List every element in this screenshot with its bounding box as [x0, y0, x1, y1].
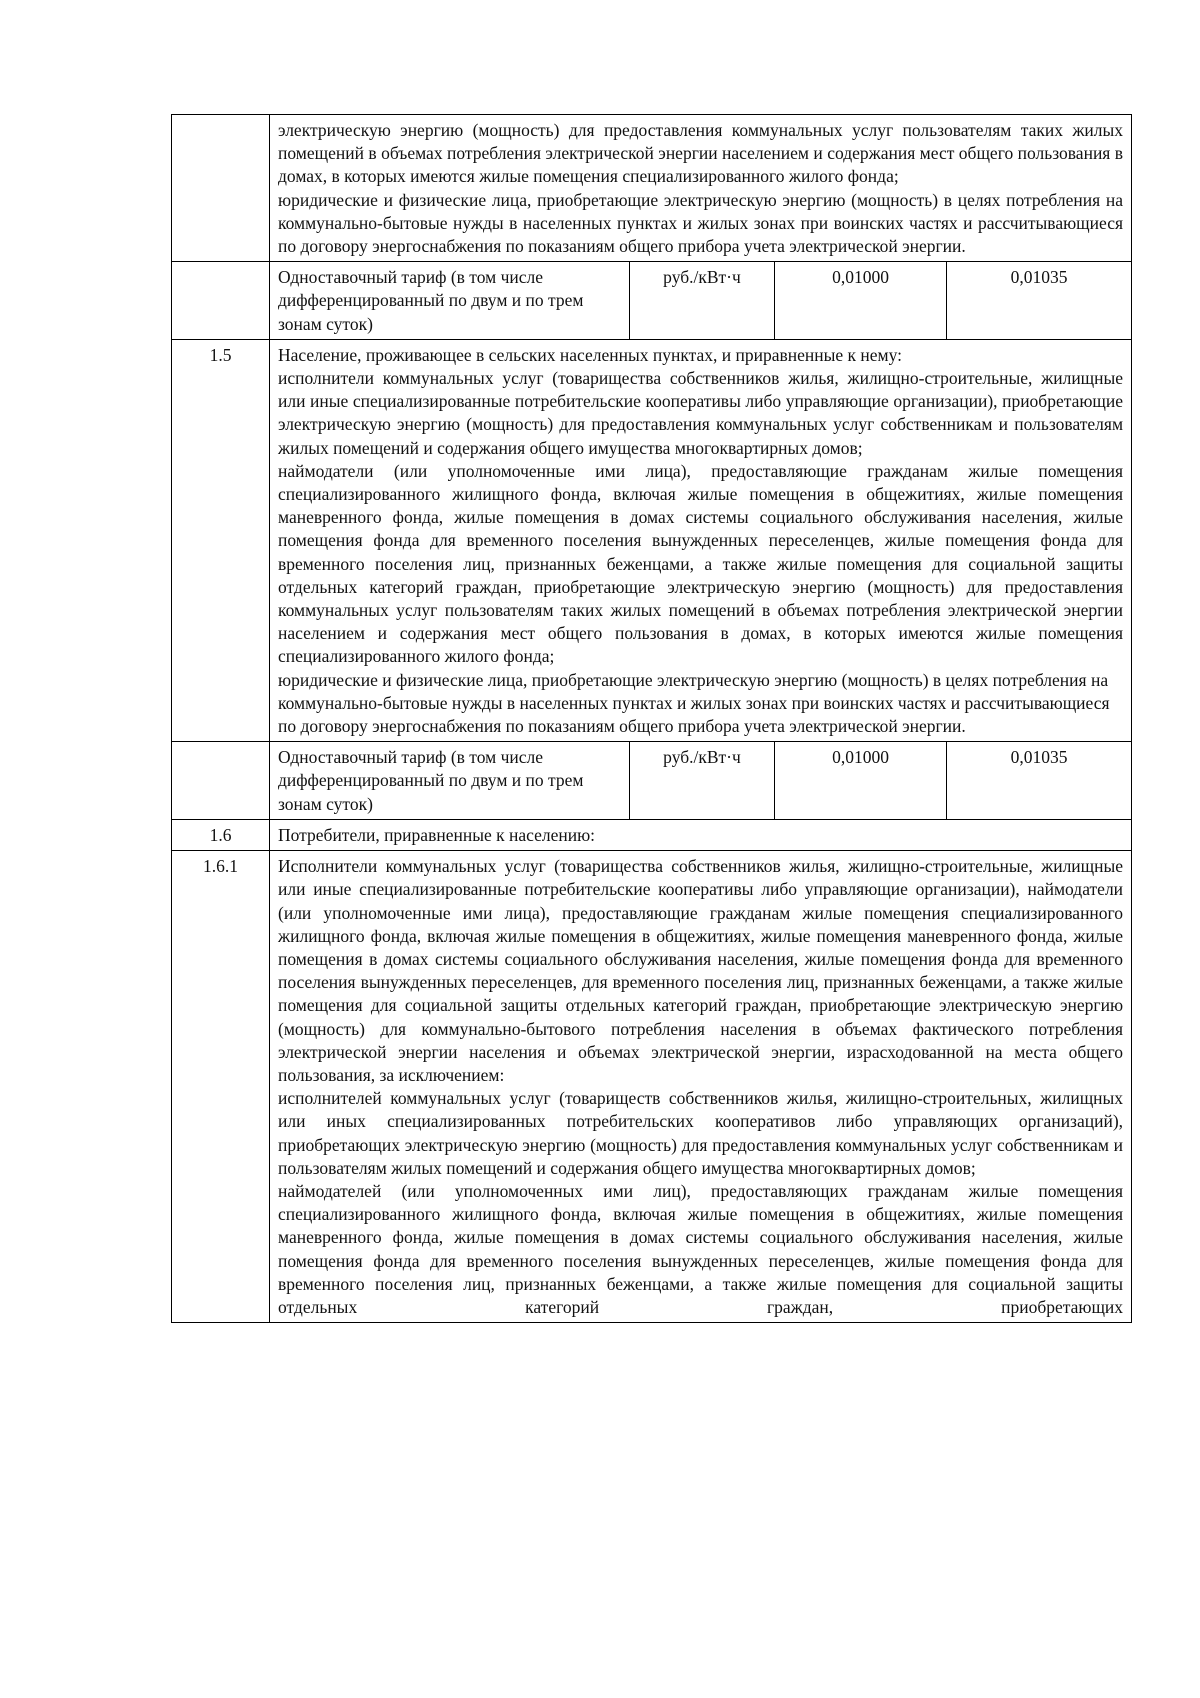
tariff-value-2-cell: 0,01035: [947, 262, 1132, 340]
tariff-unit-cell: руб./кВт·ч: [630, 742, 775, 820]
tariff-name-cell: Одноставочный тариф (в том числе дифференцированный по двум и по трем зонам суток): [270, 262, 630, 340]
tariff-table: [171, 114, 1132, 1323]
paragraph: наймодателей (или уполномоченных ими лиц), предоставляющих гражданам жилые помещения специализированного жилищного фонда, включая жилые помещения в общежитиях, жилые помещения маневренного фонда, жилые помещения в домах системы социального обслуживания населения, жилые помещения фонда для временного поселения вынужденных переселенцев, жилые помещения фонда для временного поселения лиц, признанных беженцами, а также жилые помещения для социальной защиты отдельных категорий граждан, приобретающих: [278, 1180, 1124, 1317]
row-number-cell: [172, 115, 270, 262]
table-row-continuation: [172, 115, 1132, 262]
table-row-1-6-1: [172, 851, 1132, 1323]
row-description-cell: [270, 339, 1132, 741]
row-number-cell: [172, 742, 270, 820]
row-description-cell: [270, 115, 1132, 262]
tariff-value-1-cell: 0,01000: [775, 262, 947, 340]
row-description-cell: [270, 851, 1132, 1323]
paragraph: юридические и физические лица, приобретающие электрическую энергию (мощность) в целях потребления на коммунально-бытовые нужды в населенных пунктах и жилых зонах при воинских частях и рассчитывающиеся по договору энергоснабжения по показаниям общего прибора учета электрической энергии.: [278, 669, 1110, 737]
tariff-unit-cell: руб./кВт·ч: [630, 262, 775, 340]
paragraph: Население, проживающее в сельских населенных пунктах, и приравненные к нему:: [278, 344, 903, 365]
row-number-cell: 1.6.1: [172, 851, 270, 1323]
paragraph: электрическую энергию (мощность) для предоставления коммунальных услуг пользователям таких жилых помещений в объемах потребления электрической энергии населением и содержания мест общего пользования в домах, в которых имеются жилые помещения специализированного жилого фонда;: [278, 120, 1124, 187]
paragraph: Исполнители коммунальных услуг (товарищества собственников жилья, жилищно-строительные, жилищные или иные специализированные потребительские кооперативы либо управляющие организации), наймодатели (или уполномоченные ими лица), предоставляющие гражданам жилые помещения специализированного жилищного фонда, включая жилые помещения в общежитиях, жилые помещения маневренного фонда, жилые помещения в домах системы социального обслуживания населения, жилые помещения фонда для временного поселения вынужденных переселенцев, для временного поселения лиц, признанных беженцами, а также жилые помещения для социальной защиты отдельных категорий граждан, приобретающие электрическую энергию (мощность) для коммунально-бытового потребления населения в объемах фактического потребления электрической энергии населения и объемах электрической энергии, израсходованной на места общего пользования, за исключением:: [278, 856, 1124, 1085]
row-number-cell: 1.6: [172, 819, 270, 850]
table-row-1-5: [172, 339, 1132, 741]
table-row-tariff: [172, 262, 1132, 340]
tariff-value-1-cell: 0,01000: [775, 742, 947, 820]
row-description-cell: Потребители, приравненные к населению:: [270, 819, 1132, 850]
table-row-1-6: [172, 819, 1132, 850]
tariff-value-2-cell: 0,01035: [947, 742, 1132, 820]
paragraph: юридические и физические лица, приобретающие электрическую энергию (мощность) в целях потребления на коммунально-бытовые нужды в населенных пунктах и жилых зонах при воинских частях и рассчитывающиеся по договору энергоснабжения по показаниям общего прибора учета электрической энергии.: [278, 189, 1124, 257]
paragraph: наймодатели (или уполномоченные ими лица), предоставляющие гражданам жилые помещения специализированного жилищного фонда, включая жилые помещения в общежитиях, жилые помещения маневренного фонда, жилые помещения в домах системы социального обслуживания населения, жилые помещения фонда для временного поселения вынужденных переселенцев, жилые помещения фонда для временного поселения лиц, признанных беженцами, а также жилые помещения для социальной защиты отдельных категорий граждан, приобретающие электрическую энергию (мощность) для предоставления коммунальных услуг пользователям таких жилых помещений в объемах потребления электрической энергии населением и содержания мест общего пользования в домах, в которых имеются жилые помещения специализированного жилого фонда;: [278, 460, 1124, 667]
tariff-name-cell: Одноставочный тариф (в том числе дифференцированный по двум и по трем зонам суток): [270, 742, 630, 820]
paragraph: исполнителей коммунальных услуг (товариществ собственников жилья, жилищно-строительных, жилищных или иных специализированных потребительских кооперативов либо управляющих организаций), приобретающих электрическую энергию (мощность) для предоставления коммунальных услуг собственникам и пользователям жилых помещений и содержания общего имущества многоквартирных домов;: [278, 1088, 1124, 1178]
row-number-cell: 1.5: [172, 339, 270, 741]
row-number-cell: [172, 262, 270, 340]
table-row-tariff: [172, 742, 1132, 820]
paragraph: исполнители коммунальных услуг (товарищества собственников жилья, жилищно-строительные, жилищные или иные специализированные потребительские кооперативы либо управляющие организации), приобретающие электрическую энергию (мощность) для предоставления коммунальных услуг собственникам и пользователям жилых помещений и содержания общего имущества многоквартирных домов;: [278, 368, 1124, 458]
